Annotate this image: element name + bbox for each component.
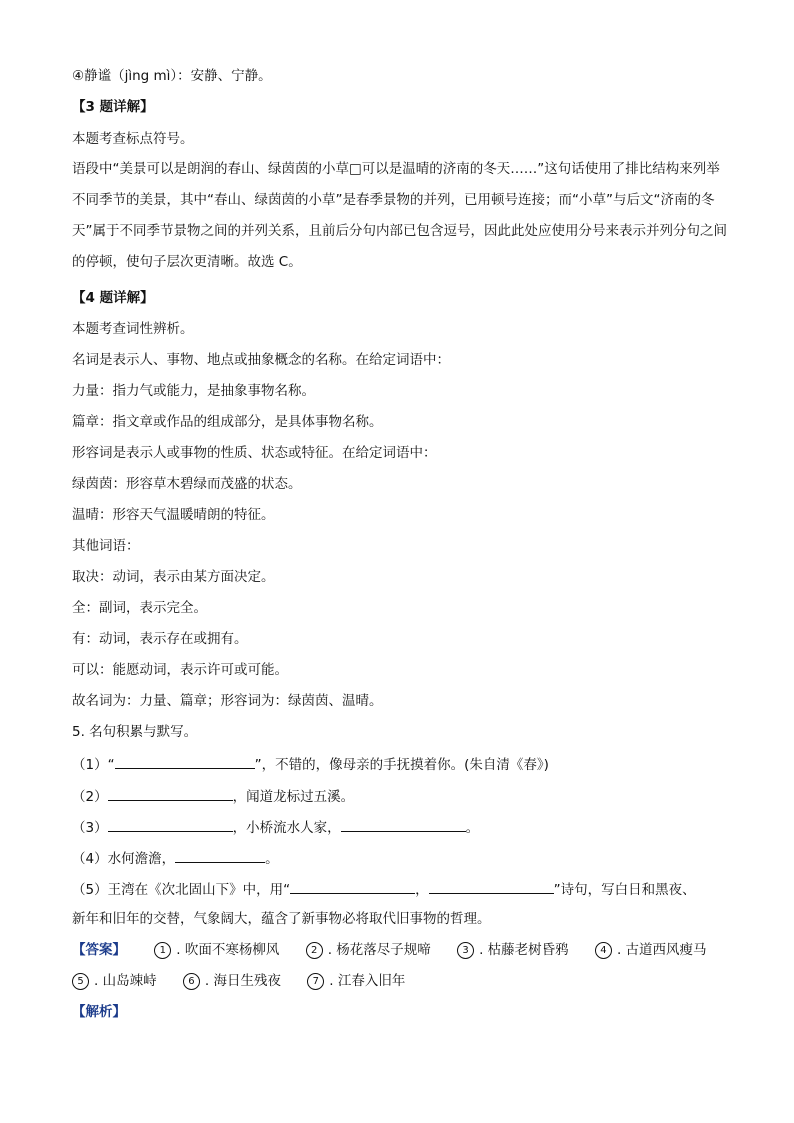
paragraph: 力量：指力气或能力，是抽象事物名称。: [72, 383, 315, 399]
paragraph: 可以：能愿动词，表示许可或可能。: [72, 662, 288, 678]
paragraph: 绿茵茵：形容草木碧绿而茂盛的状态。: [72, 476, 302, 492]
paragraph: 取决：动词，表示由某方面决定。: [72, 569, 275, 585]
paragraph: 故名词为：力量、篇章；形容词为：绿茵茵、温晴。: [72, 693, 383, 709]
paragraph: 全：副词，表示完全。: [72, 600, 207, 616]
fill-blank: [108, 817, 233, 832]
answer-row-2: [72, 972, 427, 990]
fill-blank: [175, 848, 265, 863]
fill-blank: [115, 754, 255, 769]
circled-number: 7: [307, 973, 324, 990]
question-5-1: （1）“ ”，不错的，像母亲的手抚摸着你。(朱自清《春》): [72, 754, 549, 774]
paragraph: 其他词语：: [72, 538, 140, 554]
answer-row-1: [72, 941, 729, 959]
analysis-label: 【解析】: [72, 1004, 126, 1020]
paragraph: 形容词是表示人或事物的性质、状态或特征。在给定词语中：: [72, 445, 437, 461]
paragraph: 本题考查标点符号。: [72, 131, 194, 147]
question-5-3: （3） ，小桥流水人家， 。: [72, 817, 479, 837]
circled-number: 2: [306, 942, 323, 959]
answer-item: 3 . 枯藤老树昏鸦: [457, 941, 569, 959]
question-5-5-cont: 新年和旧年的交替，气象阔大，蕴含了新事物必将取代旧事物的哲理。: [72, 911, 491, 927]
circled-number: 3: [457, 942, 474, 959]
circled-number: 4: [595, 942, 612, 959]
paragraph: 温晴：形容天气温暖晴朗的特征。: [72, 507, 275, 523]
paragraph: 有：动词，表示存在或拥有。: [72, 631, 248, 647]
question-5-title: 5. 名句积累与默写。: [72, 724, 198, 740]
answer-item: 4 . 古道西风瘦马: [595, 941, 707, 959]
answer-label: 【答案】: [72, 942, 126, 958]
fill-blank: [341, 817, 466, 832]
section-header-4: 【4 题详解】: [72, 290, 154, 306]
vocab-note: ④静谧（jìng mì）：安静、宁静。: [72, 68, 272, 84]
answer-item: 6 . 海日生残夜: [183, 972, 281, 990]
question-5-2: （2） ，闻道龙标过五溪。: [72, 786, 354, 806]
answer-item: 2 . 杨花落尽子规啼: [306, 941, 431, 959]
answer-item: 5 . 山岛竦峙: [72, 972, 157, 990]
fill-blank: [108, 786, 233, 801]
paragraph: 篇章：指文章或作品的组成部分，是具体事物名称。: [72, 414, 383, 430]
paragraph: 语段中“美景可以是朗润的春山、绿茵茵的小草□可以是温晴的济南的冬天……”这句话使用了排比结构来列举不同季节的美景，其中“春山、绿茵茵的小草”是春季景物的并列，已用顿号连接；而“小草”与后文“济南的冬天”属于不同季节景物之间的并列关系，且前后分句内部已包含逗号，因此此处应使用分号来表示并列分句之间的停顿，使句子层次更清晰。故选 C。: [72, 161, 727, 270]
circled-number: 5: [72, 973, 89, 990]
paragraph: 名词是表示人、事物、地点或抽象概念的名称。在给定词语中：: [72, 352, 450, 368]
circled-number: 1: [154, 942, 171, 959]
circled-number: 6: [183, 973, 200, 990]
answer-item: 7 . 江春入旧年: [307, 972, 405, 990]
paragraph: 本题考查词性辨析。: [72, 321, 194, 337]
question-5-4: （4）水何澹澹， 。: [72, 848, 279, 868]
answer-item: 1 . 吹面不寒杨柳风: [154, 941, 279, 959]
fill-blank: [290, 879, 415, 894]
section-header-3: 【3 题详解】: [72, 99, 154, 115]
fill-blank: [429, 879, 554, 894]
question-5-5: （5）王湾在《次北固山下》中，用“ ， ”诗句，写白日和黑夜、: [72, 879, 696, 899]
